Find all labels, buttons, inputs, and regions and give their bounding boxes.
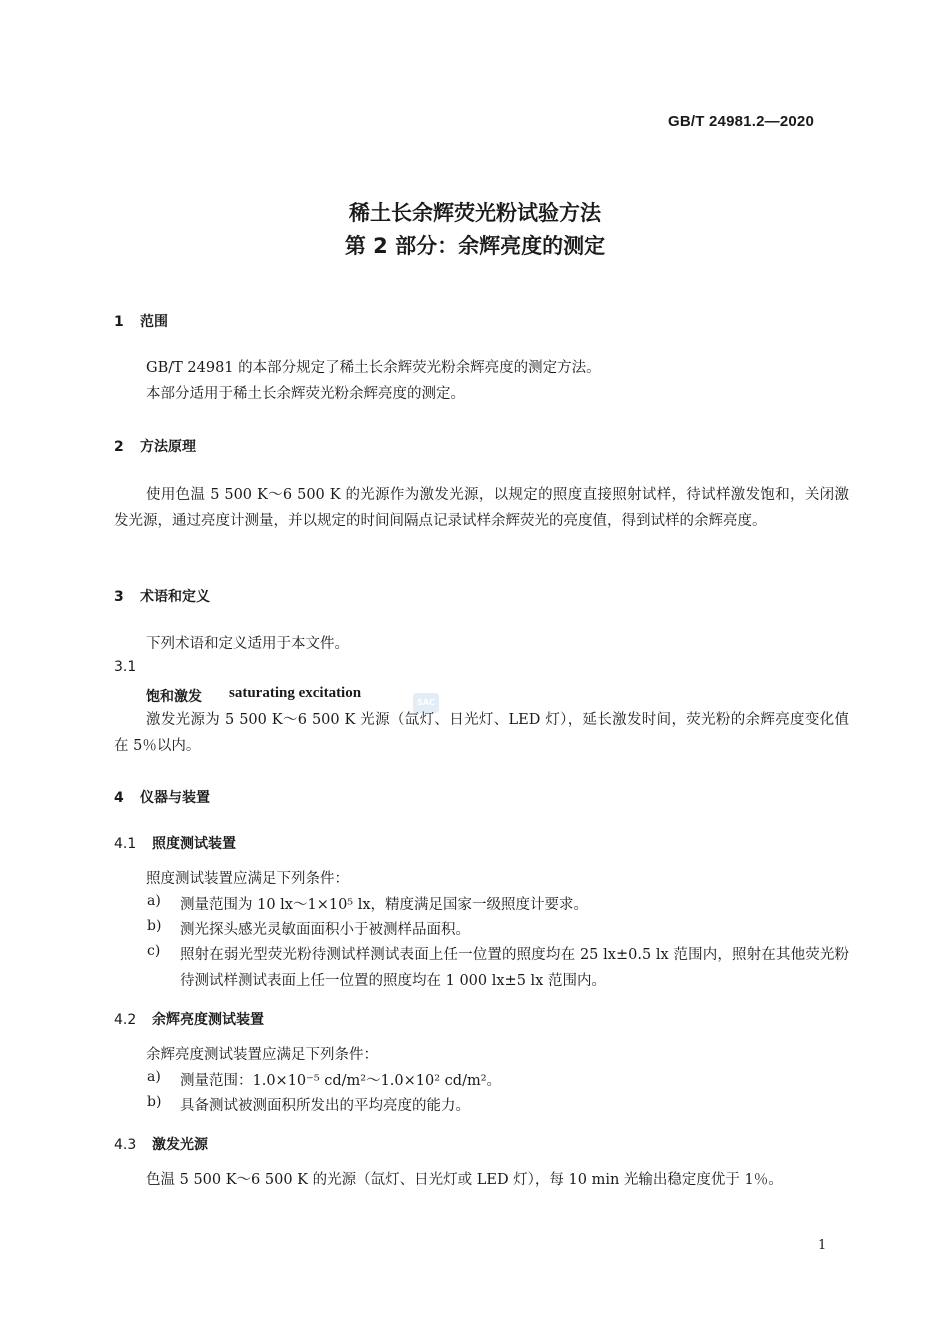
term-definition: 激发光源为 5 500 K～6 500 K 光源（氙灯、日光灯、LED 灯），延长激发时间，荧光粉的余辉亮度变化值在 5％以内。 [114, 712, 849, 754]
list-item-marker: a) [147, 893, 161, 909]
section-number: 2 [114, 439, 124, 455]
list-item-marker: b) [147, 918, 162, 934]
subsection-number: 4.2 [114, 1012, 137, 1028]
subsection-4-3-paragraph: 色温 5 500 K～6 500 K 的光源（氙灯、日光灯或 LED 灯），每 10 min 光输出稳定度优于 1％。 [146, 1172, 783, 1188]
subsection-4-2-heading [114, 1009, 264, 1029]
section-1-paragraph-2: 本部分适用于稀土长余辉荧光粉余辉亮度的测定。 [146, 386, 465, 402]
section-3-heading [114, 586, 210, 606]
list-item-text: 照射在弱光型荧光粉待测试样测试表面上任一位置的照度均在 25 lx±0.5 lx 范围内，照射在其他荧光粉待测试样测试表面上任一位置的照度均在 1 000 lx±5 lx 范围内。 [180, 947, 849, 989]
term-english: saturating excitation [229, 685, 362, 701]
term-chinese: 饱和激发 [146, 689, 202, 705]
list-item-text: 测量范围：1.0×10⁻⁵ cd/m²～1.0×10² cd/m²。 [180, 1073, 502, 1089]
subsection-4-1-intro: 照度测试装置应满足下列条件： [146, 871, 349, 887]
section-title: 方法原理 [140, 439, 196, 455]
list-item-marker: b) [147, 1094, 162, 1110]
section-3-paragraph: 下列术语和定义适用于本文件。 [146, 636, 349, 652]
document-title: 稀土长余辉荧光粉试验方法 [349, 201, 601, 225]
list-item-marker: a) [147, 1069, 161, 1085]
section-number: 3 [114, 589, 124, 605]
subsection-4-3-heading [114, 1134, 208, 1154]
section-title: 术语和定义 [140, 589, 210, 605]
section-number: 1 [114, 314, 124, 330]
document-subtitle: 第 2 部分：余辉亮度的测定 [344, 234, 606, 258]
page-number: 1 [818, 1238, 827, 1253]
subsection-title: 照度测试装置 [152, 836, 236, 852]
section-4-heading [114, 787, 210, 807]
subsection-4-1-heading [114, 833, 236, 853]
section-title: 范围 [140, 314, 168, 330]
section-number: 4 [114, 790, 124, 806]
section-1-paragraph-1: GB/T 24981 的本部分规定了稀土长余辉荧光粉余辉亮度的测定方法。 [146, 360, 601, 376]
subsection-number: 4.3 [114, 1137, 137, 1153]
subsection-title: 余辉亮度测试装置 [152, 1012, 264, 1028]
subsection-4-2-intro: 余辉亮度测试装置应满足下列条件： [146, 1047, 378, 1063]
subsection-number: 4.1 [114, 836, 137, 852]
list-item-text: 具备测试被测面积所发出的平均亮度的能力。 [180, 1098, 470, 1114]
section-1-heading [114, 311, 168, 331]
list-item-marker: c) [147, 943, 161, 959]
section-2-heading [114, 436, 196, 456]
sac-watermark-logo: SAC [413, 693, 439, 713]
list-item-text: 测量范围为 10 lx～1×10⁵ lx，精度满足国家一级照度计要求。 [180, 897, 589, 913]
section-2-paragraph: 使用色温 5 500 K～6 500 K 的光源作为激发光源，以规定的照度直接照射试样，待试样激发饱和，关闭激发光源，通过亮度计测量，并以规定的时间间隔点记录试样余辉荧光的亮度值，得到试样的余辉亮度。 [114, 487, 849, 529]
list-item-text: 测光探头感光灵敏面面积小于被测样品面积。 [180, 922, 470, 938]
term-number: 3.1 [114, 659, 137, 675]
standard-number: GB/T 24981.2—2020 [668, 113, 814, 130]
subsection-title: 激发光源 [152, 1137, 208, 1153]
section-title: 仪器与装置 [140, 790, 210, 806]
